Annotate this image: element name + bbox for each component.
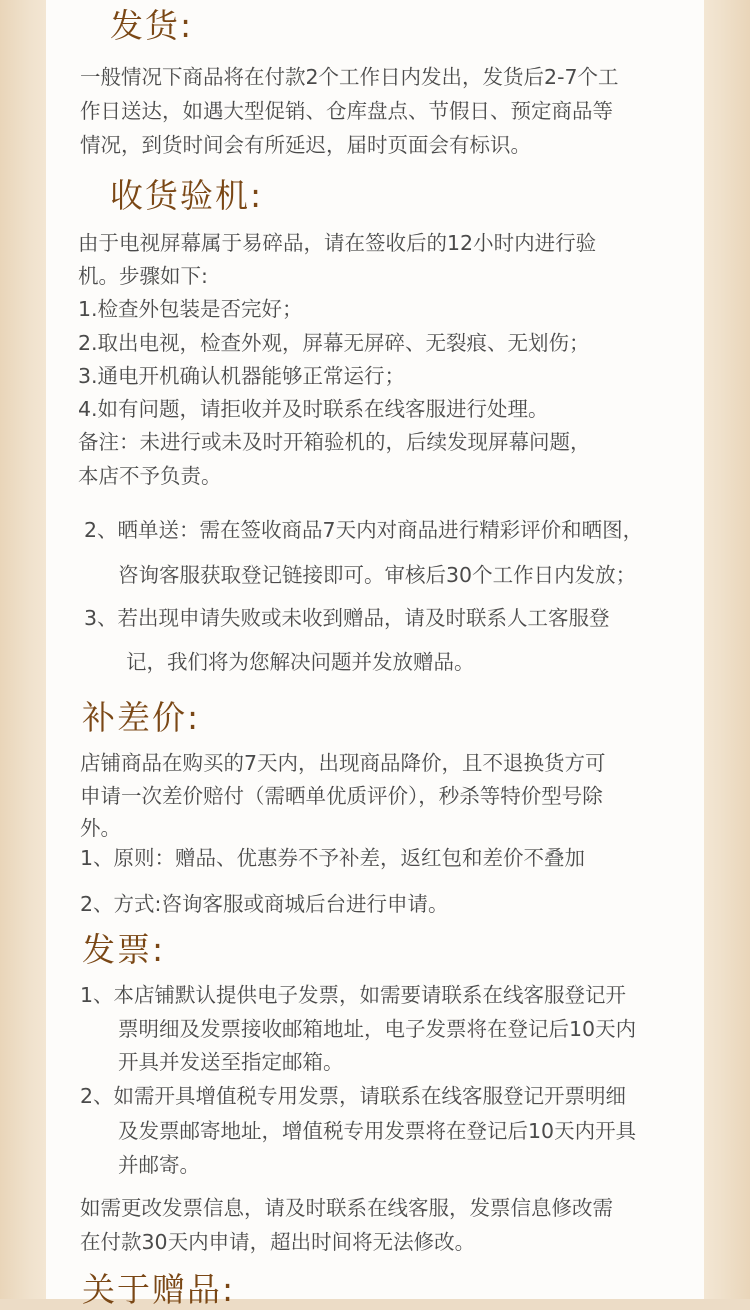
invoice-text-line: 2、如需开具增值税专用发票，请联系在线客服登记开票明细 (80, 1084, 627, 1108)
invoice-note-line: 在付款30天内申请，超出时间将无法修改。 (80, 1230, 476, 1254)
shipping-text-line: 一般情况下商品将在付款2个工作日内发出，发货后2-7个工 (80, 65, 619, 89)
invoice-text-line: 1、本店铺默认提供电子发票，如需要请联系在线客服登记开 (80, 983, 627, 1007)
shipping-text-line: 作日送达，如遇大型促销、仓库盘点、节假日、预定商品等 (80, 99, 613, 123)
inspection-step: 3.通电开机确认机器能够正常运行； (78, 364, 406, 388)
price-diff-rule: 1、原则：赠品、优惠券不予补差，返红包和差价不叠加 (80, 846, 586, 870)
invoice-text-line: 票明细及发票接收邮箱地址，电子发票将在登记后10天内 (118, 1017, 637, 1041)
gift-note-line: 咨询客服获取登记链接即可。审核后30个工作日内发放； (118, 563, 637, 587)
invoice-text-line: 及发票邮寄地址，增值税专用发票将在登记后10天内开具 (118, 1119, 637, 1143)
price-diff-method: 2、方式:咨询客服或商城后台进行申请。 (80, 892, 449, 916)
inspection-note: 备注：未进行或未及时开箱验机的，后续发现屏幕问题， (78, 430, 591, 454)
gift-note-line: 记，我们将为您解决问题并发放赠品。 (126, 650, 475, 674)
inspection-title: 收货验机: (110, 176, 264, 215)
gift-note-line: 3、若出现申请失败或未收到赠品，请及时联系人工客服登 (84, 606, 610, 630)
inspection-step: 2.取出电视，检查外观，屏幕无屏碎、无裂痕、无划伤； (78, 331, 590, 355)
inspection-step: 1.检查外包装是否完好； (78, 297, 303, 321)
price-diff-title: 补差价: (82, 698, 201, 737)
invoice-text-line: 开具并发送至指定邮箱。 (118, 1050, 344, 1074)
shipping-title: 发货: (110, 6, 194, 45)
inspection-step: 4.如有问题，请拒收并及时联系在线客服进行处理。 (78, 397, 549, 421)
price-diff-text-line: 店铺商品在购买的7天内，出现商品降价，且不退换货方可 (80, 751, 606, 775)
inspection-text-line: 机。步骤如下: (78, 264, 208, 288)
price-diff-text-line: 申请一次差价赔付（需晒单优质评价），秒杀等特价型号除 (80, 784, 603, 808)
content-panel (46, 0, 704, 1309)
gifts-title: 关于赠品: (82, 1270, 236, 1309)
invoice-title: 发票: (82, 930, 166, 969)
price-diff-text-line: 外。 (80, 816, 121, 840)
invoice-text-line: 并邮寄。 (118, 1153, 200, 1177)
shipping-text-line: 情况，到货时间会有所延迟，届时页面会有标识。 (80, 133, 531, 157)
inspection-text-line: 由于电视屏幕属于易碎品，请在签收后的12小时内进行验 (78, 231, 597, 255)
inspection-note: 本店不予负责。 (78, 464, 222, 488)
invoice-note-line: 如需更改发票信息，请及时联系在线客服，发票信息修改需 (80, 1196, 613, 1220)
gift-note-line: 2、晒单送：需在签收商品7天内对商品进行精彩评价和晒图， (84, 518, 644, 542)
